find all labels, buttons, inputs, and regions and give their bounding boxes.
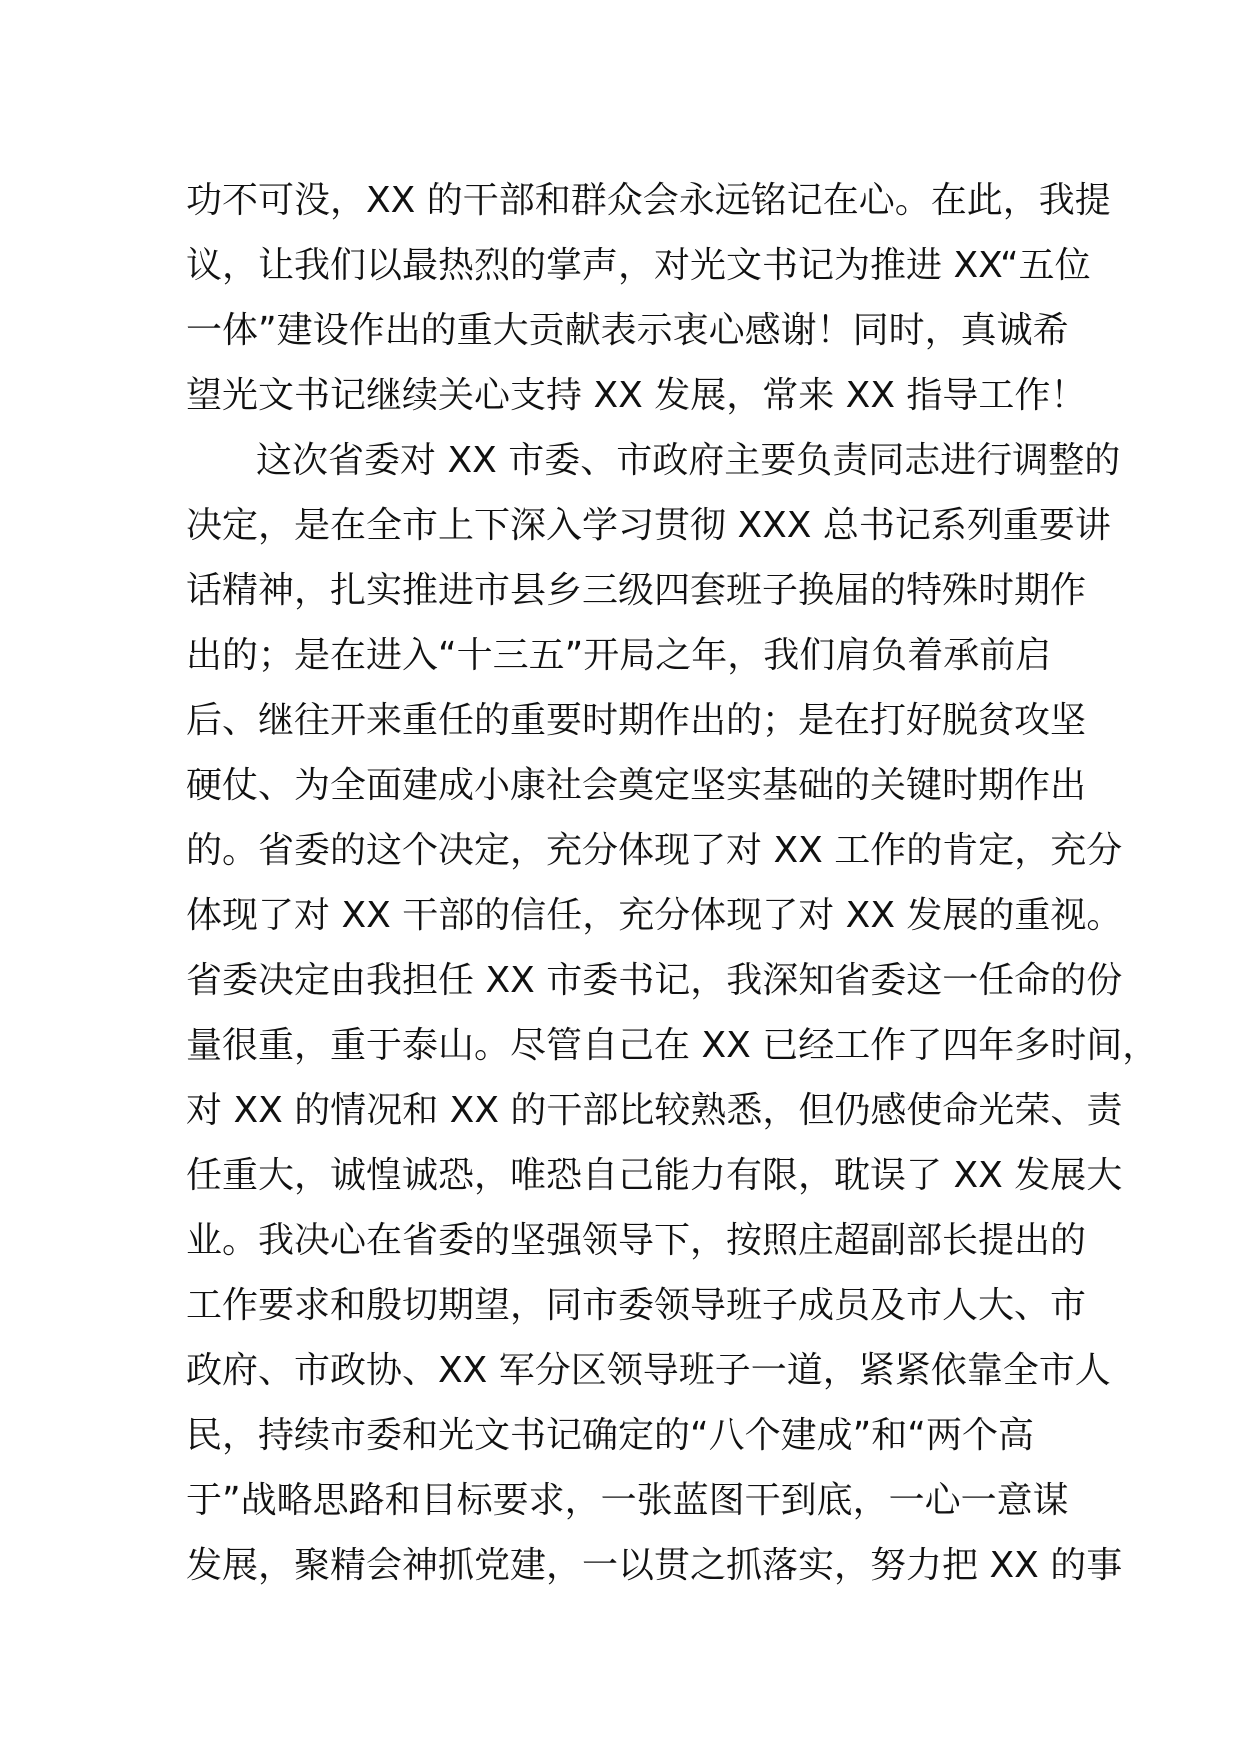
text-line: 后、继往开来重任的重要时期作出的；是在打好脱贫攻坚 [186,700,1087,741]
text-line: 工作要求和殷切期望，同市委领导班子成员及市人大、市 [186,1285,1087,1326]
text-line: 于”战略思路和目标要求，一张蓝图干到底，一心一意谋 [186,1480,1069,1521]
text-line: 省委决定由我担任 XX 市委书记，我深知省委这一任命的份 [186,960,1123,1001]
text-line: 政府、市政协、XX 军分区领导班子一道，紧紧依靠全市人 [186,1350,1111,1391]
text-line: 的。省委的这个决定，充分体现了对 XX 工作的肯定，充分 [186,830,1123,871]
text-line: 望光文书记继续关心支持 XX 发展，常来 XX 指导工作！ [186,375,1087,416]
text-line: 量很重，重于泰山。尽管自己在 XX 已经工作了四年多时间， [186,1025,1159,1066]
text-line: 硬仗、为全面建成小康社会奠定坚实基础的关键时期作出 [186,765,1087,806]
text-line: 发展，聚精会神抓党建，一以贯之抓落实，努力把 XX 的事 [186,1545,1123,1586]
paragraph-start-line: 这次省委对 XX 市委、市政府主要负责同志进行调整的 [256,440,1121,481]
text-line: 话精神，扎实推进市县乡三级四套班子换届的特殊时期作 [186,570,1087,611]
text-line: 任重大，诚惶诚恐，唯恐自己能力有限，耽误了 XX 发展大 [186,1155,1123,1196]
body-text [186,168,1159,1598]
text-line: 决定，是在全市上下深入学习贯彻 XXX 总书记系列重要讲 [186,505,1111,546]
text-line: 体现了对 XX 干部的信任，充分体现了对 XX 发展的重视。 [186,895,1123,936]
text-line: 功不可没，XX 的干部和群众会永远铭记在心。在此，我提 [186,180,1111,221]
text-line: 一体”建设作出的重大贡献表示衷心感谢！同时，真诚希 [186,310,1069,351]
text-line: 业。我决心在省委的坚强领导下，按照庄超副部长提出的 [186,1220,1087,1261]
text-line: 民，持续市委和光文书记确定的“八个建成”和“两个高 [186,1415,1034,1456]
text-line: 对 XX 的情况和 XX 的干部比较熟悉，但仍感使命光荣、责 [186,1090,1123,1131]
text-line: 议，让我们以最热烈的掌声，对光文书记为推进 XX“五位 [186,245,1091,286]
text-line: 出的；是在进入“十三五”开局之年，我们肩负着承前启 [186,635,1052,676]
